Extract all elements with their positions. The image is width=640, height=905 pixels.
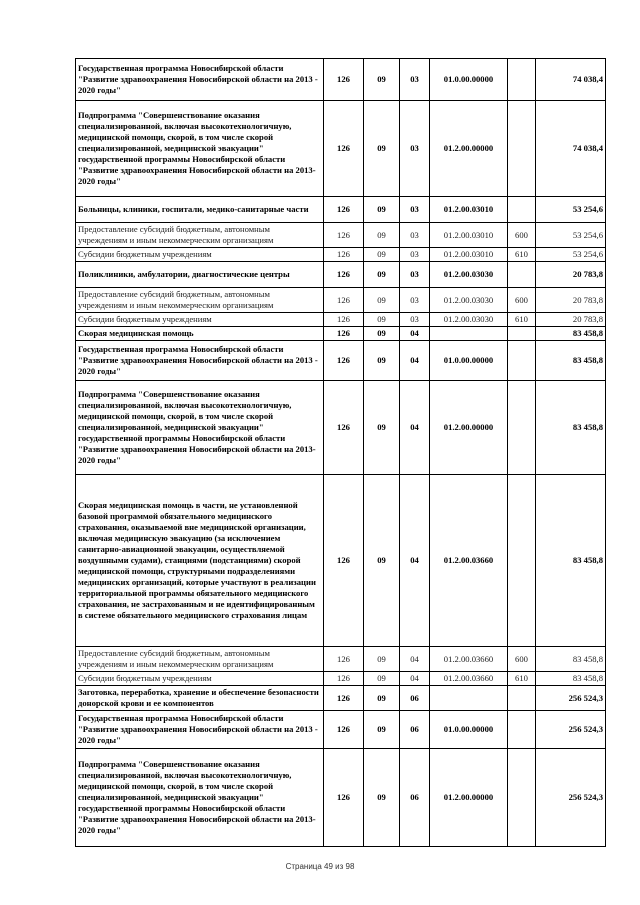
row-amount-cell: 74 038,4 (536, 59, 606, 101)
table-row (76, 248, 606, 262)
row-gr-cell: 126 (324, 327, 364, 341)
row-amount-cell: 83 458,8 (536, 647, 606, 672)
budget-table (75, 58, 606, 847)
row-csr-cell: 01.2.00.03660 (430, 647, 508, 672)
row-pr-cell: 03 (400, 248, 430, 262)
row-gr-cell: 126 (324, 686, 364, 711)
row-rz-cell: 09 (364, 749, 400, 847)
row-rz-cell: 09 (364, 475, 400, 647)
row-amount-cell: 83 458,8 (536, 475, 606, 647)
row-gr-cell: 126 (324, 672, 364, 686)
table-row (76, 686, 606, 711)
row-pr-cell: 04 (400, 475, 430, 647)
row-pr-cell: 06 (400, 686, 430, 711)
row-name-cell: Субсидии бюджетным учреждениям (76, 313, 324, 327)
table-row (76, 288, 606, 313)
table-row (76, 749, 606, 847)
row-csr-cell: 01.2.00.03010 (430, 248, 508, 262)
row-gr-cell: 126 (324, 262, 364, 288)
row-rz-cell: 09 (364, 686, 400, 711)
row-vr-cell: 610 (508, 672, 536, 686)
row-amount-cell: 83 458,8 (536, 672, 606, 686)
row-gr-cell: 126 (324, 381, 364, 475)
row-name-cell: Подпрограмма "Совершенствование оказания специализированной, включая высокотехнологичную, медицинской помощи, скорой, в том числе скорой специализированной, медицинской эвакуации" государственной программы Новосибирской области "Развитие здравоохранения Новосибирской области на 2013-2020 годы" (76, 381, 324, 475)
row-amount-cell: 53 254,6 (536, 197, 606, 223)
row-name-cell: Скорая медицинская помощь (76, 327, 324, 341)
row-csr-cell: 01.2.00.03660 (430, 475, 508, 647)
row-gr-cell: 126 (324, 749, 364, 847)
row-rz-cell: 09 (364, 288, 400, 313)
budget-table-body (76, 59, 606, 847)
row-csr-cell: 01.0.00.00000 (430, 59, 508, 101)
row-vr-cell (508, 381, 536, 475)
row-vr-cell (508, 262, 536, 288)
row-rz-cell: 09 (364, 381, 400, 475)
row-csr-cell: 01.2.00.00000 (430, 749, 508, 847)
row-vr-cell (508, 711, 536, 749)
row-name-cell: Подпрограмма "Совершенствование оказания специализированной, включая высокотехнологичную, медицинской помощи, скорой, в том числе скорой специализированной, медицинской эвакуации" государственной программы Новосибирской области "Развитие здравоохранения Новосибирской области на 2013-2020 годы" (76, 101, 324, 197)
row-csr-cell (430, 686, 508, 711)
row-gr-cell: 126 (324, 341, 364, 381)
row-rz-cell: 09 (364, 327, 400, 341)
row-vr-cell: 610 (508, 313, 536, 327)
row-name-cell: Государственная программа Новосибирской области "Развитие здравоохранения Новосибирской области на 2013 - 2020 годы" (76, 59, 324, 101)
row-name-cell: Субсидии бюджетным учреждениям (76, 672, 324, 686)
row-pr-cell: 03 (400, 262, 430, 288)
table-row (76, 197, 606, 223)
row-vr-cell: 600 (508, 288, 536, 313)
row-vr-cell: 600 (508, 223, 536, 248)
row-pr-cell: 03 (400, 223, 430, 248)
row-rz-cell: 09 (364, 313, 400, 327)
row-rz-cell: 09 (364, 711, 400, 749)
table-row (76, 647, 606, 672)
row-vr-cell (508, 59, 536, 101)
row-csr-cell: 01.2.00.03010 (430, 197, 508, 223)
row-pr-cell: 04 (400, 341, 430, 381)
row-csr-cell: 01.2.00.00000 (430, 381, 508, 475)
row-vr-cell (508, 475, 536, 647)
table-row (76, 672, 606, 686)
row-vr-cell (508, 101, 536, 197)
table-row (76, 223, 606, 248)
row-csr-cell (430, 327, 508, 341)
row-csr-cell: 01.2.00.03030 (430, 288, 508, 313)
table-row (76, 327, 606, 341)
row-rz-cell: 09 (364, 101, 400, 197)
row-pr-cell: 06 (400, 711, 430, 749)
row-vr-cell (508, 197, 536, 223)
table-row (76, 262, 606, 288)
row-name-cell: Субсидии бюджетным учреждениям (76, 248, 324, 262)
row-name-cell: Предоставление субсидий бюджетным, автономным учреждениям и иным некоммерческим организациям (76, 647, 324, 672)
row-amount-cell: 20 783,8 (536, 288, 606, 313)
row-csr-cell: 01.2.00.03030 (430, 262, 508, 288)
row-gr-cell: 126 (324, 223, 364, 248)
row-rz-cell: 09 (364, 672, 400, 686)
row-name-cell: Поликлиники, амбулатории, диагностические центры (76, 262, 324, 288)
row-name-cell: Заготовка, переработка, хранение и обеспечение безопасности донорской крови и ее компонентов (76, 686, 324, 711)
row-pr-cell: 04 (400, 672, 430, 686)
row-gr-cell: 126 (324, 248, 364, 262)
table-row (76, 313, 606, 327)
table-row (76, 475, 606, 647)
row-amount-cell: 53 254,6 (536, 223, 606, 248)
row-name-cell: Предоставление субсидий бюджетным, автономным учреждениям и иным некоммерческим организациям (76, 223, 324, 248)
row-rz-cell: 09 (364, 197, 400, 223)
row-csr-cell: 01.2.00.03010 (430, 223, 508, 248)
row-pr-cell: 04 (400, 381, 430, 475)
row-csr-cell: 01.2.00.00000 (430, 101, 508, 197)
row-csr-cell: 01.0.00.00000 (430, 341, 508, 381)
row-pr-cell: 04 (400, 327, 430, 341)
row-pr-cell: 03 (400, 59, 430, 101)
row-pr-cell: 03 (400, 313, 430, 327)
row-pr-cell: 03 (400, 288, 430, 313)
row-csr-cell: 01.2.00.03030 (430, 313, 508, 327)
table-row (76, 341, 606, 381)
row-gr-cell: 126 (324, 197, 364, 223)
row-amount-cell: 53 254,6 (536, 248, 606, 262)
row-rz-cell: 09 (364, 262, 400, 288)
row-amount-cell: 83 458,8 (536, 341, 606, 381)
row-vr-cell: 610 (508, 248, 536, 262)
table-row (76, 101, 606, 197)
row-amount-cell: 74 038,4 (536, 101, 606, 197)
row-gr-cell: 126 (324, 59, 364, 101)
row-gr-cell: 126 (324, 711, 364, 749)
row-rz-cell: 09 (364, 647, 400, 672)
row-vr-cell (508, 341, 536, 381)
row-amount-cell: 83 458,8 (536, 327, 606, 341)
table-row (76, 711, 606, 749)
row-name-cell: Скорая медицинская помощь в части, не установленной базовой программой обязательного медицинского страхования, оказываемой вне медицинской организации, включая медицинскую эвакуацию (за исключением санитарно-авиационной эвакуации, осуществляемой воздушными судами), станциями (подстанциями) скорой медицинской помощи, структурными подразделениями медицинских организаций, которые участвуют в реализации территориальной программы обязательного медицинского страхования, не застрахованным и не идентифицированным в системе обязательного медицинского страхования лицам (76, 475, 324, 647)
row-csr-cell: 01.0.00.00000 (430, 711, 508, 749)
row-gr-cell: 126 (324, 288, 364, 313)
row-amount-cell: 20 783,8 (536, 262, 606, 288)
row-pr-cell: 03 (400, 197, 430, 223)
row-gr-cell: 126 (324, 647, 364, 672)
page-footer: Страница 49 из 98 (285, 862, 355, 871)
row-rz-cell: 09 (364, 59, 400, 101)
row-name-cell: Предоставление субсидий бюджетным, автономным учреждениям и иным некоммерческим организациям (76, 288, 324, 313)
row-vr-cell (508, 327, 536, 341)
row-name-cell: Подпрограмма "Совершенствование оказания специализированной, включая высокотехнологичную, медицинской помощи, скорой, в том числе скорой специализированной, медицинской эвакуации" государственной программы Новосибирской области "Развитие здравоохранения Новосибирской области на 2013-2020 годы" (76, 749, 324, 847)
row-gr-cell: 126 (324, 101, 364, 197)
row-amount-cell: 83 458,8 (536, 381, 606, 475)
row-rz-cell: 09 (364, 248, 400, 262)
row-pr-cell: 06 (400, 749, 430, 847)
row-vr-cell (508, 686, 536, 711)
row-name-cell: Государственная программа Новосибирской области "Развитие здравоохранения Новосибирской области на 2013 - 2020 годы" (76, 711, 324, 749)
row-vr-cell (508, 749, 536, 847)
row-amount-cell: 256 524,3 (536, 686, 606, 711)
row-gr-cell: 126 (324, 475, 364, 647)
row-name-cell: Больницы, клиники, госпитали, медико-санитарные части (76, 197, 324, 223)
row-amount-cell: 20 783,8 (536, 313, 606, 327)
row-rz-cell: 09 (364, 223, 400, 248)
row-name-cell: Государственная программа Новосибирской области "Развитие здравоохранения Новосибирской области на 2013 - 2020 годы" (76, 341, 324, 381)
row-pr-cell: 04 (400, 647, 430, 672)
table-row (76, 59, 606, 101)
row-csr-cell: 01.2.00.03660 (430, 672, 508, 686)
row-amount-cell: 256 524,3 (536, 749, 606, 847)
row-gr-cell: 126 (324, 313, 364, 327)
table-row (76, 381, 606, 475)
row-amount-cell: 256 524,3 (536, 711, 606, 749)
row-vr-cell: 600 (508, 647, 536, 672)
row-pr-cell: 03 (400, 101, 430, 197)
row-rz-cell: 09 (364, 341, 400, 381)
